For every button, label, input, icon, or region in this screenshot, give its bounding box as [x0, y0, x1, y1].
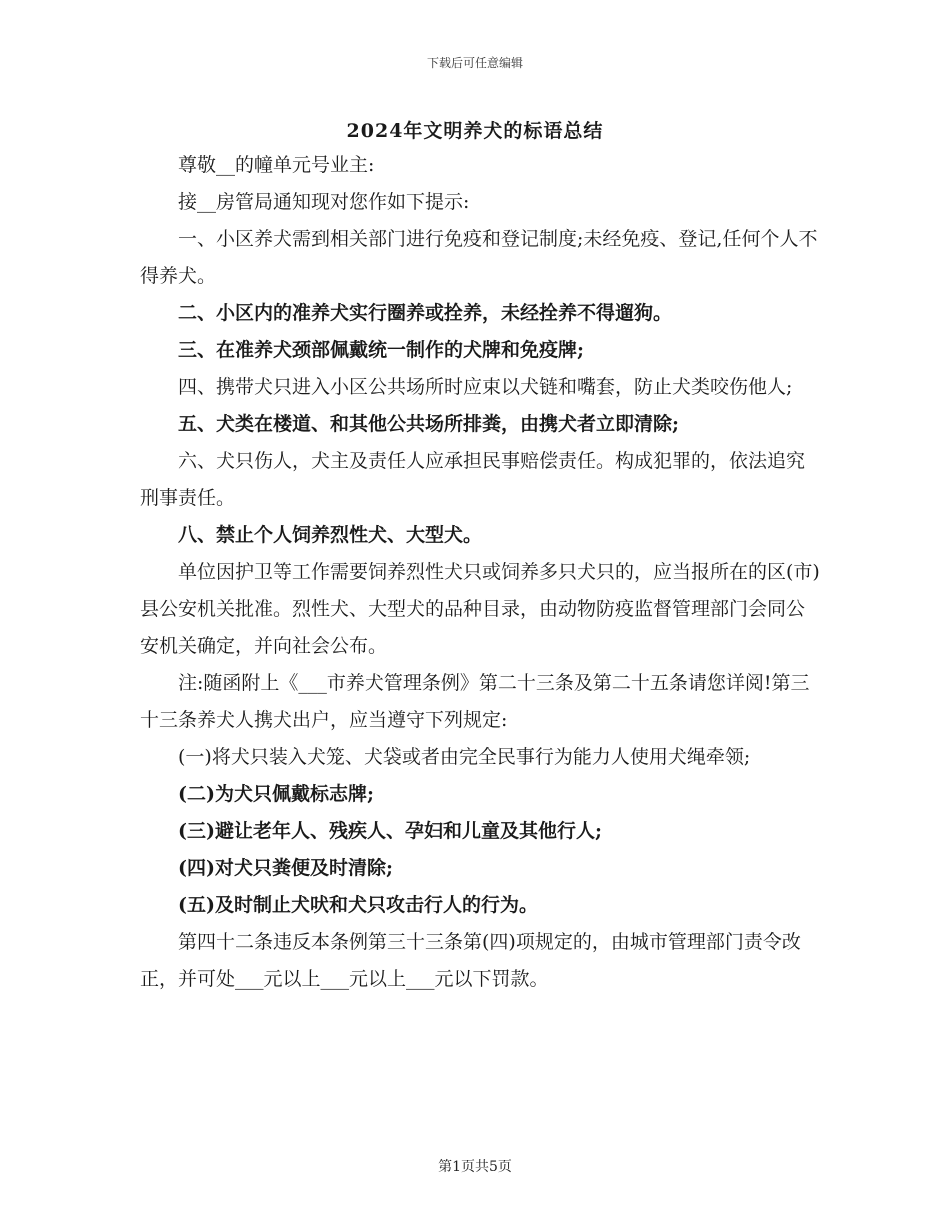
paragraph: 八、禁止个人饲养烈性犬、大型犬。	[178, 524, 483, 546]
paragraph: (二)为犬只佩戴标志牌;	[178, 783, 374, 805]
paragraph: (一)将犬只装入犬笼、犬袋或者由完全民事行为能力人使用犬绳牵领;	[178, 746, 751, 768]
document-body	[140, 147, 820, 998]
paragraph: 注:随函附上《___市养犬管理条例》第二十三条及第二十五条请您详阅!第三十三条养犬人携犬出户，应当遵守下列规定:	[140, 672, 810, 731]
paragraph: 尊敬__的幢单元号业主:	[178, 154, 375, 176]
paragraph: 三、在准养犬颈部佩戴统一制作的犬牌和免疫牌;	[178, 339, 585, 361]
paragraph: 一、小区养犬需到相关部门进行免疫和登记制度;未经免疫、登记,任何个人不得养犬。	[140, 228, 818, 287]
page-footer: 第1页共5页	[438, 1159, 512, 1175]
paragraph: (三)避让老年人、残疾人、孕妇和儿童及其他行人;	[178, 820, 602, 842]
paragraph: 第四十二条违反本条例第三十三条第(四)项规定的，由城市管理部门责令改正，并可处___元以上___元以上___元以下罚款。	[140, 931, 801, 990]
paragraph: 六、犬只伤人，犬主及责任人应承担民事赔偿责任。构成犯罪的，依法追究刑事责任。	[140, 450, 806, 509]
paragraph: (四)对犬只粪便及时清除;	[178, 857, 393, 879]
paragraph: (五)及时制止犬吠和犬只攻击行人的行为。	[178, 894, 538, 916]
document-title: 2024年文明养犬的标语总结	[346, 120, 604, 142]
paragraph: 单位因护卫等工作需要饲养烈性犬只或饲养多只犬只的，应当报所在的区(市)县公安机关批准。烈性犬、大型犬的品种目录，由动物防疫监督管理部门会同公安机关确定，并向社会公布。	[140, 561, 820, 657]
header-note: 下载后可任意编辑	[426, 56, 523, 70]
paragraph: 接__房管局通知现对您作如下提示:	[178, 191, 470, 213]
paragraph: 二、小区内的准养犬实行圈养或拴养，未经拴养不得遛狗。	[178, 302, 673, 324]
paragraph: 五、犬类在楼道、和其他公共场所排粪，由携犬者立即清除;	[178, 413, 680, 435]
paragraph: 四、携带犬只进入小区公共场所时应束以犬链和嘴套，防止犬类咬伤他人;	[178, 376, 793, 398]
